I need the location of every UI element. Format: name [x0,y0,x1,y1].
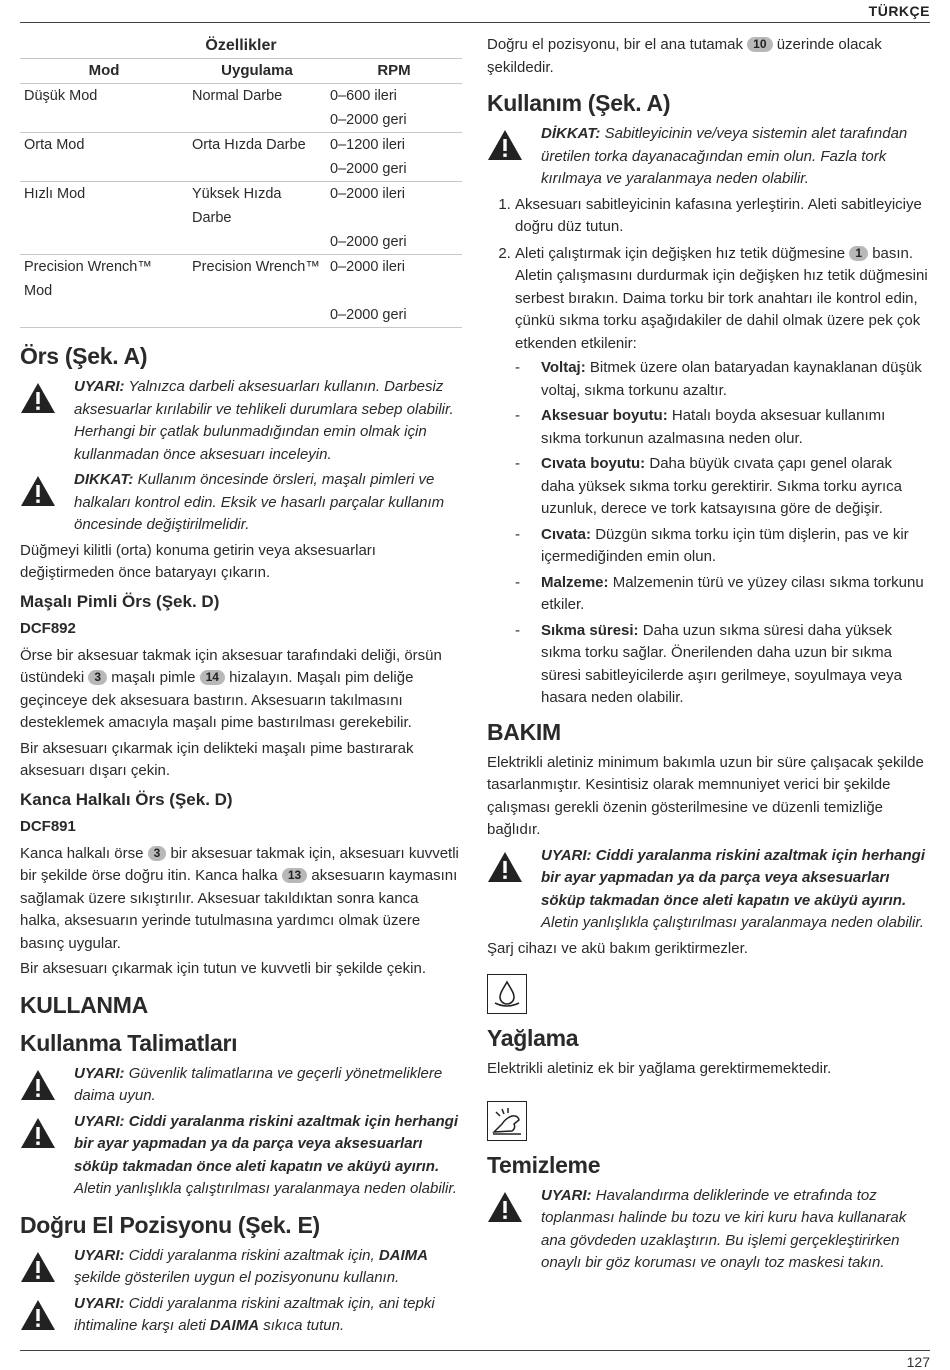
caution-label: DİKKAT: [541,125,601,142]
list-item [515,620,929,710]
language-label: TÜRKÇE [868,3,930,19]
warning-triangle-icon [20,1117,56,1149]
factor-label: Cıvata: [541,525,592,543]
spec-application: Yüksek Hızda Darbe [192,186,282,226]
warning-text: Havalandırma deliklerinde ve etrafında toz toplanması halinde bu tozu ve kiri kuru hava kullanarak ana gövdeden uzaklaştırın. Bu işlemi gerçekleştirirken onaylı bir göz koruması ve onaylı toz maskesi takın. [541,1186,907,1271]
list-item [515,357,929,402]
warning-triangle-icon [20,382,56,414]
factor-text: Bitmek üzere olan bataryadan kaynaklanan düşük voltaj, sıkma torkunu azaltır. [541,359,922,399]
list-item [515,524,929,569]
text-span: üzerinde olacak şekildedir. [487,36,882,76]
warning-label: UYARI: [74,378,125,395]
warning-label: UYARI: [74,1294,125,1312]
spec-rpm: 0–2000 geri [326,108,462,133]
section-title-kanca: Kanca Halkalı Örs (Şek. D) [20,789,233,809]
spec-mode: Orta Mod [24,137,85,153]
warning-triangle-icon [20,475,56,507]
paragraph: Bir aksesuarı çıkarmak için tutun ve kuvvetli bir şekilde çekin. [20,960,426,977]
warning-block [20,1245,462,1290]
section-title-ors: Örs (Şek. A) [20,343,148,369]
emphasis-text: DAIMA [378,1246,428,1264]
text-span: Örse bir aksesuar takmak için aksesuar tarafındaki deliği, örsün üstündeki [20,646,442,686]
warning-triangle-icon [20,1299,56,1331]
warning-label: UYARI: Ciddi yaralanma riskini azaltmak için herhangi bir ayar yapmadan ya da parça veya aksesuarları söküp takmadan önce aleti kapatın ve aküyü ayırın. [541,846,926,909]
warning-label: UYARI: [541,1186,592,1204]
text-span: aksesuarın kaymasını sağlamak üzere sıkıştırılır. Aksesuar takıldıktan sonra kanca halka, aksesuarın yerinde tutulmasına yardımcı olmak üzere basınç uygular. [20,867,458,952]
callout-badge: 3 [88,670,107,685]
paragraph [20,843,462,956]
section-title-el-pozisyonu: Doğru El Pozisyonu (Şek. E) [20,1211,320,1238]
spec-application: Precision Wrench™ [192,259,320,275]
warning-triangle-icon [20,1251,56,1283]
warning-text: Ciddi yaralanma riskini azaltmak için, [128,1246,375,1264]
spec-mode: Precision Wrench™ Mod [24,259,152,299]
spec-header-rpm: RPM [326,59,462,84]
warning-block [20,1063,462,1108]
section-title-masali: Maşalı Pimli Örs (Şek. D) [20,591,220,611]
callout-badge: 1 [849,246,868,261]
usage-steps [487,194,929,710]
list-item: 1. Aksesuarı sabitleyicinin kafasına yerleştirin. Aleti sabitleyiciye doğru düz tutun. [515,194,929,239]
factor-label: Cıvata boyutu: [541,455,646,472]
list-item [515,405,929,450]
spec-table [20,34,462,328]
factor-label: Voltaj: [541,359,586,376]
warning-block [487,845,929,935]
paragraph [487,34,929,79]
warning-label: UYARI: Ciddi yaralanma riskini azaltmak için herhangi bir ayar yapmadan ya da parça veya aksesuarları söküp takmadan önce aleti kapatın ve aküyü ayırın. [74,1112,459,1175]
warning-triangle-icon [487,1191,523,1223]
warning-text: Aletin yanlışlıkla çalıştırılması yaralanmaya neden olabilir. [74,1180,457,1197]
spec-mode: Düşük Mod [24,88,98,104]
callout-badge: 3 [148,846,167,861]
left-column [20,34,462,1341]
spec-rpm: 0–2000 geri [326,230,462,255]
list-item [515,453,929,521]
paragraph [20,645,462,735]
oil-drop-icon [487,974,527,1014]
spec-rpm: 0–2000 geri [326,303,462,328]
section-title-kullanma: KULLANMA [20,991,148,1018]
spec-application: Orta Hızda Darbe [192,137,306,153]
warning-triangle-icon [20,1069,56,1101]
spec-mode: Hızlı Mod [24,186,86,202]
factor-text: Hatalı boyda aksesuar kullanımı sıkma torkunun azalmasına neden olur. [541,407,886,447]
paragraph: Bir aksesuarı çıkarmak için delikteki maşalı pime bastırarak aksesuarı dışarı çekin. [20,739,414,779]
spec-header-mode: Mod [20,59,188,84]
paragraph: Düğmeyi kilitli (orta) konuma getirin veya aksesuarları değiştirmeden önce bataryayı çıkarın. [20,541,376,581]
torque-factor-list [515,357,929,710]
section-title-kullanim: Kullanım (Şek. A) [487,90,671,116]
warning-text: Güvenlik talimatlarına ve geçerli yönetmeliklere daima uyun. [74,1064,443,1104]
text-span: basın. Aletin çalışmasını durdurmak için değişken hız tetik düğmesini serbest bırakın. Daima torku bir tork anahtarı ile kontrol edin, çünkü sıkma torku aşağıdakiler de dahil olmak üzere pek çok etkenden etkilenir: [515,244,928,352]
spec-rpm: 0–2000 geri [326,157,462,182]
callout-badge: 10 [747,37,772,52]
callout-badge: 13 [282,868,307,883]
caution-block [487,123,929,191]
spec-rpm: 0–600 ileri [330,88,397,104]
section-subtitle-talimatlar: Kullanma Talimatları [20,1029,238,1056]
warning-block [487,1185,929,1275]
text-span: Kanca halkalı örse [20,844,144,862]
caution-text: Kullanım öncesinde örsleri, maşalı pimleri ve halkaları kontrol edin. Eksik ve hasarlı parçalar kullanım öncesinde değiştirilmelidir. [74,471,445,533]
factor-text: Daha uzun sıkma süresi daha yüksek sıkma torku sağlar. Önerilenden daha uzun bir sıkma süresi sabitleyicilerde aşırı gerilmeye, soyulmaya veya hasara neden olabilir. [541,621,902,706]
text-span: hizalayın. Maşalı pim deliğe geçinceye dek aksesuara bastırın. Aksesuarın takılmasını desteklemek amacıyla maşalı pime bastırılması gerekebilir. [20,669,414,731]
paragraph: Elektrikli aletiniz minimum bakımla uzun bir süre çalışacak şekilde tasarlanmıştır. Kesintisiz olarak memnuniyet verici bir şekilde çalışması gerekli özenin gösterilmesine ve düzenli temizliğe bağlıdır. [487,753,924,838]
paragraph: Şarj cihazı ve akü bakım geriktirmezler. [487,939,748,957]
warning-block [20,376,462,466]
text-span: Aleti çalıştırmak için değişken hız tetik düğmesine [515,244,846,262]
text-span: Doğru el pozisyonu, bir el ana tutamak [487,36,743,53]
text-span: maşalı pimle [111,669,196,686]
warning-triangle-icon [487,129,523,161]
spec-rpm: 0–1200 ileri [330,137,405,153]
text-span: bir aksesuar takmak için, aksesuarı kuvvetli bir şekilde örse doğru itin. Kanca halka [20,844,459,884]
warning-block [20,1293,462,1338]
model-number: DCF892 [20,619,76,637]
spec-rpm: 0–2000 ileri [330,259,405,275]
factor-text: Malzemenin türü ve yüzey cilası sıkma torkunu etkiler. [541,573,924,613]
warning-block [20,1111,462,1201]
warning-text: Aletin yanlışlıkla çalıştırılması yaralanmaya neden olabilir. [541,914,924,931]
spec-header-application: Uygulama [188,59,326,84]
paragraph: Elektrikli aletiniz ek bir yağlama gerektirmemektedir. [487,1060,832,1077]
warning-text: şekilde gösterilen uygun el pozisyonunu kullanın. [74,1269,400,1286]
warning-text: Yalnızca darbeli aksesuarları kullanın. Darbesiz aksesuarlar kırılabilir ve tehlikeli durumlara sebep olabilir. Herhangi bir çatlak bulunmadığından emin olmak için kullanmadan önce aksesuarı inceleyin. [74,378,454,463]
section-title-yaglama: Yağlama [487,1025,579,1051]
section-title-bakim: BAKIM [487,718,561,745]
header-rule [20,22,930,23]
callout-badge: 14 [200,670,225,685]
emphasis-text: DAIMA [209,1317,260,1334]
spec-table-caption: Özellikler [20,34,462,59]
factor-text: Düzgün sıkma torku için tüm dişlerin, pas ve kir içermediğinden emin olun. [541,525,909,565]
caution-label: DIKKAT: [74,471,134,488]
warning-triangle-icon [487,851,523,883]
caution-block [20,469,462,537]
warning-label: UYARI: [74,1064,125,1082]
spec-application: Normal Darbe [192,88,283,104]
warning-text: Ciddi yaralanma riskini azaltmak için, ani tepki ihtimaline karşı aleti [74,1294,435,1334]
page-number: 127 [906,1354,930,1370]
warning-text: sıkıca tutun. [263,1317,345,1334]
model-number: DCF891 [20,817,76,835]
spec-rpm: 0–2000 ileri [330,186,405,202]
list-item [515,572,929,617]
list-item [515,243,929,710]
factor-label: Malzeme: [541,573,609,591]
section-title-temizleme: Temizleme [487,1151,601,1178]
factor-label: Aksesuar boyutu: [541,407,668,424]
warning-label: UYARI: [74,1246,125,1264]
factor-text: Daha büyük cıvata çapı genel olarak daha yüksek sıkma torku gerektirir. Sıkma torku ayrıca uzunluk, derece ve tork katsayısına göre de değişir. [541,455,902,517]
factor-label: Sıkma süresi: [541,621,639,639]
right-column [487,34,929,1278]
cleaning-hand-icon [487,1101,527,1141]
footer-rule [20,1350,930,1351]
caution-text: Sabitleyicinin ve/veya sistemin alet tarafından üretilen torka dayanacağından emin olun. Fazla tork kırılmaya ve yaralanmaya neden olabilir. [541,125,908,187]
